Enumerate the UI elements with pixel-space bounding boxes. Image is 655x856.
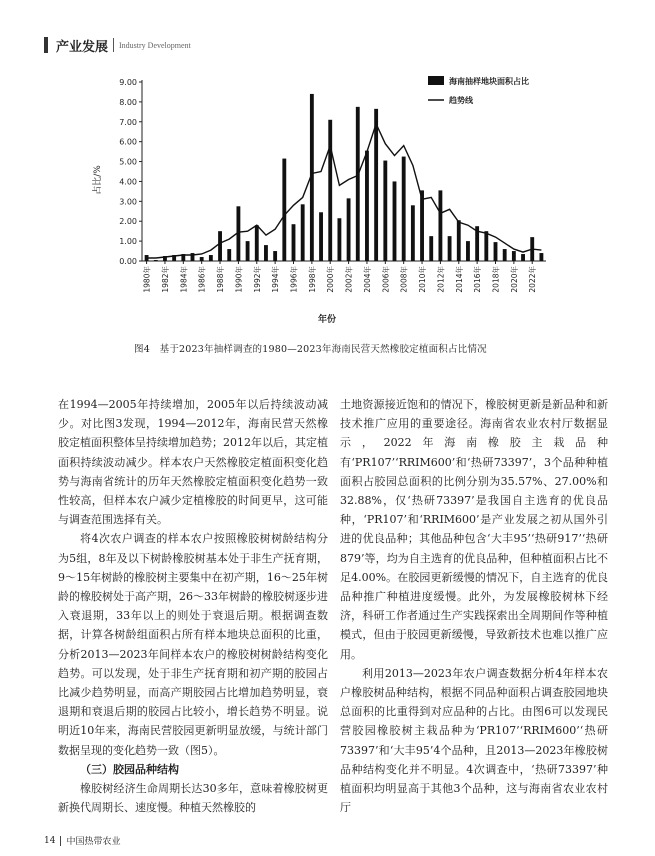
legend-line-label: 趋势线 xyxy=(449,96,473,105)
y-tick-label: 3.00 xyxy=(119,197,137,207)
journal-name: 中国热带农业 xyxy=(66,837,121,847)
page-footer xyxy=(44,834,120,847)
chart-legend xyxy=(428,76,529,105)
bar xyxy=(218,231,222,261)
header-bar xyxy=(44,37,48,53)
y-tick-label: 4.00 xyxy=(119,177,137,187)
paragraph: 橡胶树经济生命周期长达30多年，意味着橡胶树更新换代周期长、速度慢。种植天然橡胶的 xyxy=(58,782,328,815)
x-tick-label: 2022年 xyxy=(528,266,538,293)
section-title: 产业发展 xyxy=(56,39,109,55)
x-tick-label: 2008年 xyxy=(399,266,409,293)
x-tick-label: 2012年 xyxy=(436,266,446,293)
right-column xyxy=(340,395,608,817)
section-heading: （三）胶园品种结构 xyxy=(80,762,179,776)
bar xyxy=(227,249,231,261)
chart-bars xyxy=(145,94,544,261)
figure-caption: 图4 基于2023年抽样调查的1980—2023年海南民营天然橡胶定植面积占比情况 xyxy=(134,344,487,355)
bar xyxy=(411,205,415,261)
section-subtitle: Industry Development xyxy=(119,40,191,50)
page-header xyxy=(44,36,191,54)
paragraph: 土地资源接近饱和的情况下，橡胶树更新是新品种和新技术推广应用的重要途径。海南省农业农村厅数据显示，2022年海南橡胶主栽品种有‘PR107’‘RRIM600’和‘热研73397’，3个品种种植面积占胶园总面积的比例分别为35.57%、27.00%和32.88%，仅‘热研73397’是我国自主选育的优良品种，‘PR107’和‘RRIM600’是产业发展之初从国外引进的优良品种；其他品种包含‘大丰95’‘热研917’‘热研879’等，均为自主选育的优良品种，但种植面积占比不足4.00%。在胶园更新缓慢的情况下，自主选育的优良品种推广种植进度缓慢。此外，为发展橡胶树林下经济，科研工作者通过生产实践探索出全周期间作等种植模式，但由于胶园更新缓慢，导致新技术也难以推广应用。 xyxy=(340,398,608,661)
bar xyxy=(512,251,516,261)
bar xyxy=(200,257,204,261)
x-tick-label: 2018年 xyxy=(491,266,501,293)
bar xyxy=(402,157,406,261)
bar xyxy=(420,190,424,261)
x-tick-label: 2004年 xyxy=(362,266,372,293)
page-number: 14 xyxy=(44,835,56,846)
bar xyxy=(438,190,442,261)
x-tick-label: 1996年 xyxy=(289,266,299,293)
legend-bar-swatch xyxy=(428,76,444,85)
bar xyxy=(494,242,498,261)
bar xyxy=(356,107,360,261)
paragraph: 利用2013—2023年农户调查数据分析4年样本农户橡胶树品种结构，根据不同品种面积占调查胶园地块总面积的比重得到对应品种的占比。由图6可以发现民营胶园橡胶树主栽品种为‘PR107’‘RRIM600’‘热研73397’和‘大丰95’4个品种，且2013—2023年橡胶树品种结构变化并不明显。4次调查中，‘热研73397’种植面积均明显高于其他3个品种，这与海南省农业农村厅 xyxy=(340,666,608,815)
x-tick-label: 1986年 xyxy=(197,266,207,293)
left-column xyxy=(58,395,328,817)
bar xyxy=(319,212,323,261)
bar xyxy=(154,260,158,261)
y-tick-label: 5.00 xyxy=(119,157,137,167)
bar xyxy=(503,249,507,261)
bar xyxy=(374,109,378,261)
x-tick-label: 1980年 xyxy=(142,266,152,293)
x-tick-label: 2020年 xyxy=(509,266,519,293)
x-tick-label: 1994年 xyxy=(271,266,281,293)
x-axis-label: 年份 xyxy=(317,315,337,325)
x-tick-label: 1998年 xyxy=(307,266,317,293)
y-tick-label: 1.00 xyxy=(119,237,137,247)
bar xyxy=(282,159,286,261)
x-tick-label: 2000年 xyxy=(326,266,336,293)
header-divider xyxy=(113,38,114,52)
bar xyxy=(466,241,470,261)
y-tick-label: 2.00 xyxy=(119,217,137,227)
y-tick-label: 0.00 xyxy=(119,257,137,266)
bar xyxy=(393,181,397,261)
bar-line-chart xyxy=(84,70,564,332)
bar xyxy=(457,220,461,261)
bar xyxy=(337,218,341,261)
x-tick-label: 1990年 xyxy=(234,266,244,293)
paragraph: 在1994—2005年持续增加，2005年以后持续波动减少。对比图3发现，1994—2012年，海南民营天然橡胶定植面积整体呈持续增加趋势；2012年以后，其定植面积持续波动减少。样本农户天然橡胶定植面积变化趋势与海南省统计的历年天然橡胶定植面积变化趋势一致性较高，但样本农户减少定植橡胶的时间更早，这可能与调查范围选择有关。 xyxy=(58,398,328,527)
bar xyxy=(365,151,369,261)
y-tick-label: 9.00 xyxy=(119,78,137,87)
bar xyxy=(292,224,296,261)
y-axis-label: 占比/% xyxy=(93,165,103,195)
bar xyxy=(484,231,488,261)
x-tick-label: 2002年 xyxy=(344,266,354,293)
bar xyxy=(448,236,452,261)
bar xyxy=(521,254,525,261)
bar xyxy=(429,236,433,261)
bar xyxy=(209,255,213,261)
x-tick-label: 1984年 xyxy=(179,266,189,293)
y-tick-label: 7.00 xyxy=(119,117,137,127)
x-tick-label: 1988年 xyxy=(216,266,226,293)
y-tick-label: 8.00 xyxy=(119,97,137,107)
x-tick-label: 2016年 xyxy=(473,266,483,293)
bar xyxy=(347,198,351,261)
chart-trend xyxy=(147,124,542,258)
x-tick-label: 1992年 xyxy=(252,266,262,293)
x-tick-label: 2014年 xyxy=(454,266,464,293)
legend-bar-label: 海南抽样地块面积占比 xyxy=(449,77,529,86)
bar xyxy=(539,253,543,261)
footer-divider xyxy=(60,836,61,846)
bar xyxy=(301,204,305,261)
x-tick-label: 2006年 xyxy=(381,266,391,293)
bar xyxy=(273,251,277,261)
y-tick-label: 6.00 xyxy=(119,137,137,147)
trend-line xyxy=(147,124,542,258)
x-tick-label: 1982年 xyxy=(160,266,170,293)
bar xyxy=(383,161,387,261)
bar xyxy=(264,245,268,261)
paragraph: 将4次农户调查的样本农户按照橡胶树树龄结构分为5组，8年及以下树龄橡胶树基本处于非生产抚育期，9～15年树龄的橡胶树主要集中在初产期，16～25年树龄的橡胶树处于高产期，26～33年树龄的橡胶树逐步进入衰退期，33年以上的则处于衰退后期。根据调查数据，计算各树龄组面积占所有样本地块总面积的比重，分析2013—2023年间样本农户的橡胶树树龄结构变化趋势。可以发现，处于非生产抚育期和初产期的胶园占比减少趋势明显，而高产期胶园占比增加趋势明显，衰退期和衰退后期的胶园占比较小，增长趋势不明显。说明近10年来，海南民营胶园更新明显放缓，与统计部门数据呈现的变化趋势一致（图5）。 xyxy=(58,532,328,757)
x-tick-label: 2010年 xyxy=(418,266,428,293)
bar xyxy=(328,120,332,261)
bar xyxy=(246,241,250,261)
bar xyxy=(255,225,259,261)
